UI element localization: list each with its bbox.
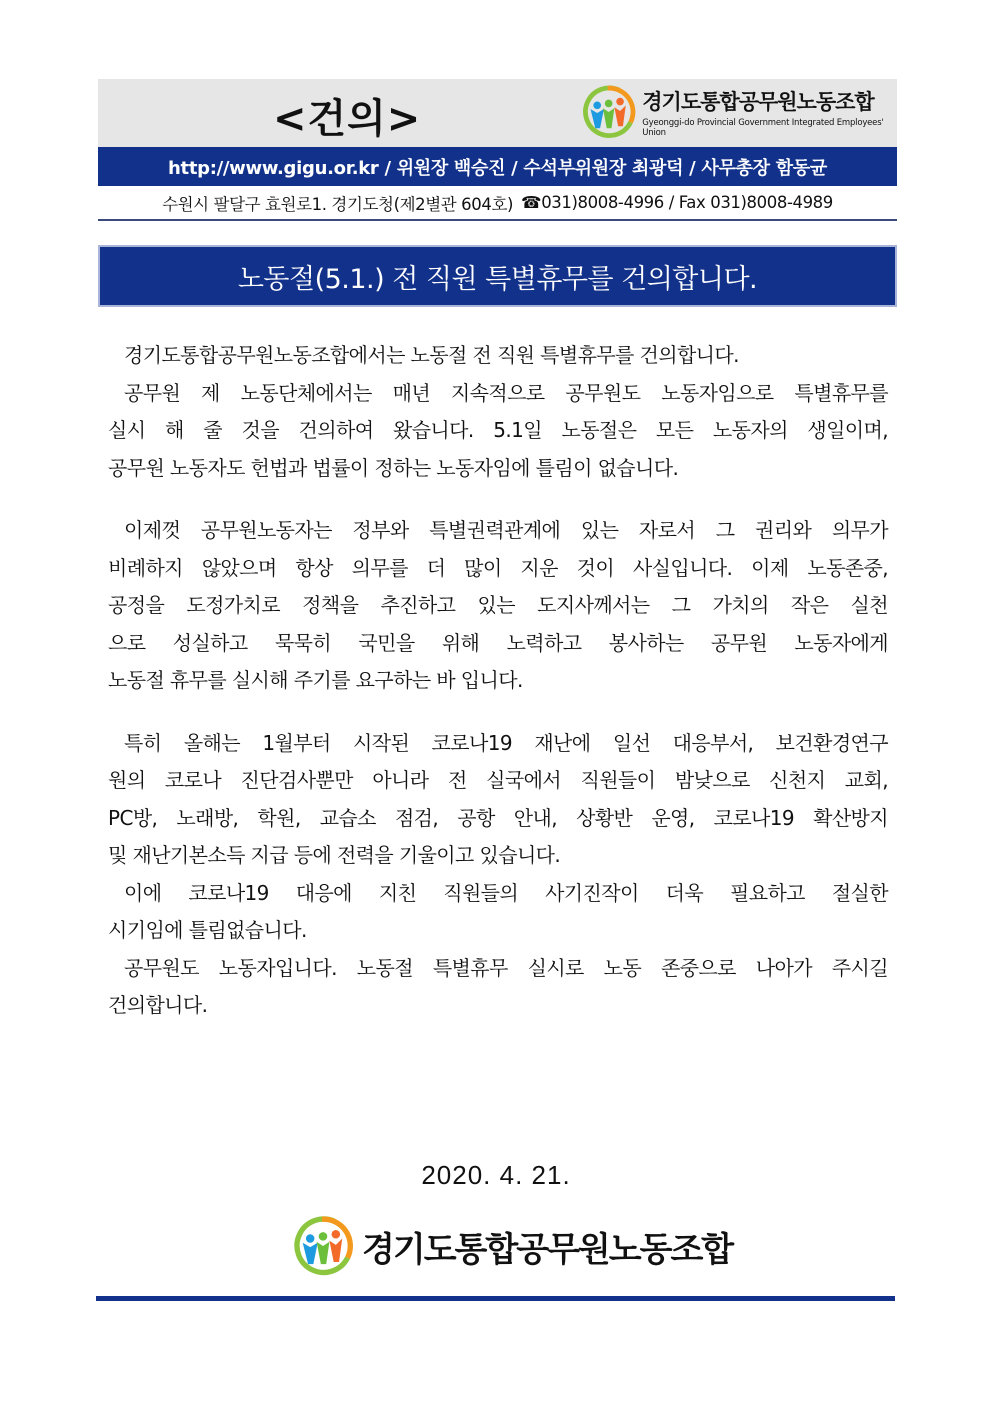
letterhead <box>98 79 897 147</box>
paragraph-gap <box>108 487 888 512</box>
address-text: 수원시 팔달구 효원로1. 경기도청(제2별관 604호) <box>162 194 514 214</box>
footer-divider <box>96 1296 895 1301</box>
body-text-line: 이에 코로나19 대응에 지친 직원들의 사기진작이 더욱 필요하고 절실한 <box>124 880 888 905</box>
union-name-english: Gyeonggi-do Provincial Government Integrated Employees' Union <box>642 118 884 138</box>
body-text-line: 실시 해 줄 것을 건의하여 왔습니다. 5.1일 노동절은 모든 노동자의 생일이며, <box>108 418 888 442</box>
body-text-line: 으로 성실하고 묵묵히 국민을 위해 노력하고 봉사하는 공무원 노동자에게 <box>108 630 888 655</box>
document-type-title: <건의> <box>273 96 422 142</box>
body-text-line: 시기임에 틀림없습니다. <box>108 918 307 942</box>
body-text-line: 원의 코로나 진단검사뿐만 아니라 전 실국에서 직원들이 밤낮으로 신천지 교회, <box>108 768 888 792</box>
body-text-line: 경기도통합공무원노동조합에서는 노동절 전 직원 특별휴무를 건의합니다. <box>124 343 739 367</box>
union-logo-icon <box>292 1215 354 1277</box>
body-text-line: PC방, 노래방, 학원, 교습소 점검, 공항 안내, 상황반 운영, 코로나19 확산방지 <box>108 805 888 830</box>
phone-fax-text: 031)8008-4996 / Fax 031)8008-4989 <box>541 193 833 212</box>
phone-icon: ☎ <box>521 193 542 212</box>
body-text-line: 건의합니다. <box>108 993 208 1017</box>
document-body <box>108 337 888 1025</box>
footer-union-name: 경기도통합공무원노동조합 <box>362 1229 733 1270</box>
union-logo-icon <box>581 83 636 141</box>
body-text-line: 공무원도 노동자입니다. 노동절 특별휴무 실시로 노동 존중으로 나아가 주시길 <box>124 955 888 980</box>
body-text-line: 공무원 제 노동단체에서는 매년 지속적으로 공무원도 노동자임으로 특별휴무를 <box>124 380 888 405</box>
body-text-line: 및 재난기본소득 지급 등에 전력을 기울이고 있습니다. <box>108 843 561 867</box>
paragraph-gap <box>108 700 888 725</box>
union-name-korean: 경기도통합공무원노동조합 <box>642 90 874 114</box>
contacts-bar: http://www.gigu.or.kr / 위원장 백승진 / 수석부위원장 최광덕 / 사무총장 함동균 <box>98 147 897 186</box>
body-text-line: 공정을 도정가치로 정책을 추진하고 있는 도지사께서는 그 가치의 작은 실천 <box>108 593 888 617</box>
footer-logo <box>292 1215 732 1277</box>
address-line <box>98 186 897 221</box>
body-text-line: 공무원 노동자도 헌법과 법률이 정하는 노동자임에 틀림이 없습니다. <box>108 455 679 480</box>
body-text-line: 특히 올해는 1월부터 시작된 코로나19 재난에 일선 대응부서, 보건환경연구 <box>124 730 888 755</box>
union-logo <box>581 83 897 141</box>
body-text-line: 비례하지 않았으며 항상 의무를 더 많이 지운 것이 사실입니다. 이제 노동존중, <box>108 555 888 580</box>
document-date: 2020. 4. 21. <box>421 1160 571 1190</box>
body-text-line: 이제껏 공무원노동자는 정부와 특별권력관계에 있는 자로서 그 권리와 의무가 <box>124 518 888 542</box>
body-text-line: 노동절 휴무를 실시해 주기를 요구하는 바 입니다. <box>108 668 523 692</box>
document-title: 노동절(5.1.) 전 직원 특별휴무를 건의합니다. <box>98 245 897 307</box>
